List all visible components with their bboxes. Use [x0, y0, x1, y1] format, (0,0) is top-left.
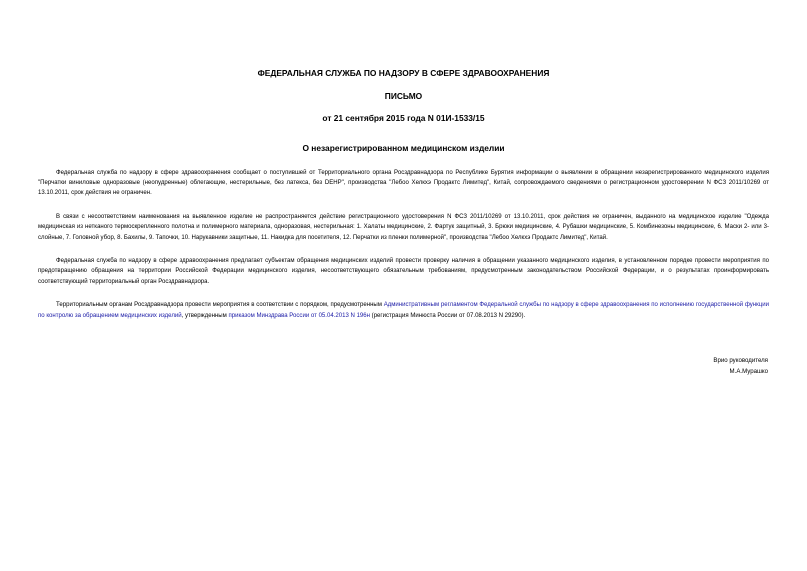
ministry-order-link[interactable]: приказом Минздрава России от 05.04.2013 N 196н [228, 312, 370, 319]
paragraph-3: Федеральная служба по надзору в сфере здравоохранения предлагает субъектам обращения медицинских изделий провести проверку наличия в обращении указанного медицинского изделия, в установленном порядке провести мероприятия по предотвращению обращения на территории Российской Федерации медицинского изделия, несоответствующего обязательным требованиям, предусмотренным законодательством Российской Федерации, и о результатах проинформировать соответствующий территориальный орган Росздравнадзора. [38, 258, 769, 285]
paragraph-1: Федеральная служба по надзору в сфере здравоохранения сообщает о поступившей от Территориального органа Росздравнадзора по Республике Бурятия информации о выявлении в обращении незарегистрированного медицинского изделия "Перчатки виниловые одноразовые (неопудренные) облегающие, нестерильные, без латекса, без DEHP", производства "Лебоо Хелкхэ Продактс Лимитед", Китай, сопровождаемого сведениями о регистрационном удостоверении N ФСЗ 2011/10269 от 13.10.2011, срок действия не ограничен. [38, 170, 769, 197]
document-body [38, 168, 769, 334]
paragraph-2: В связи с несоответствием наименования на выявленное изделие не распространяется действие регистрационного удостоверения N ФСЗ 2011/10269 от 13.10.2011, срок действия не ограничен, выданного на медицинское изделие "Одежда медицинская из нетканого термоскрепленного полотна и полимерного материала, одноразовая, нестерильная: 1. Халаты медицинские, 2. Фартук защитный, 3. Брюки медицинские, 4. Рубашки медицинские, 5. Комбинезоны медицинские, 6. Маски 2- или 3-слойные, 7. Головной убор, 8. Бахилы, 9. Тапочки, 10. Нарукавники защитные, 11. Накидка для посетителя, 12. Перчатки из пленки полимерной", производства "Лебоо Хелкхэ Продактс Лимитед", Китай. [38, 214, 769, 241]
signature-block [713, 356, 768, 377]
signatory-name: М.А.Мурашко [729, 367, 768, 375]
document-date-number: от 21 сентября 2015 года N 01И-1533/15 [322, 113, 485, 123]
document-type: ПИСЬМО [384, 91, 423, 101]
signatory-position: Врио руководителя [713, 357, 768, 364]
paragraph-4 [38, 300, 769, 320]
admin-regulation-link[interactable]: Административным регламентом Федеральной службы по надзору в сфере здравоохранения по исполнению государственной функции по контролю за обращением медицинских изделий [38, 302, 769, 319]
document-subject: О незарегистрированном медицинском изделии [302, 143, 505, 153]
paragraph-4-text-3: (регистрация Минюста России от 07.08.2013 N 29290). [370, 312, 526, 319]
agency-title: ФЕДЕРАЛЬНАЯ СЛУЖБА ПО НАДЗОРУ В СФЕРЕ ЗДРАВООХРАНЕНИЯ [257, 68, 550, 78]
paragraph-4-text-1: Территориальным органам Росздравнадзора провести мероприятия в соответствии с порядком, предусмотренным [56, 302, 384, 309]
paragraph-4-text-2: , утвержденным [181, 312, 229, 319]
